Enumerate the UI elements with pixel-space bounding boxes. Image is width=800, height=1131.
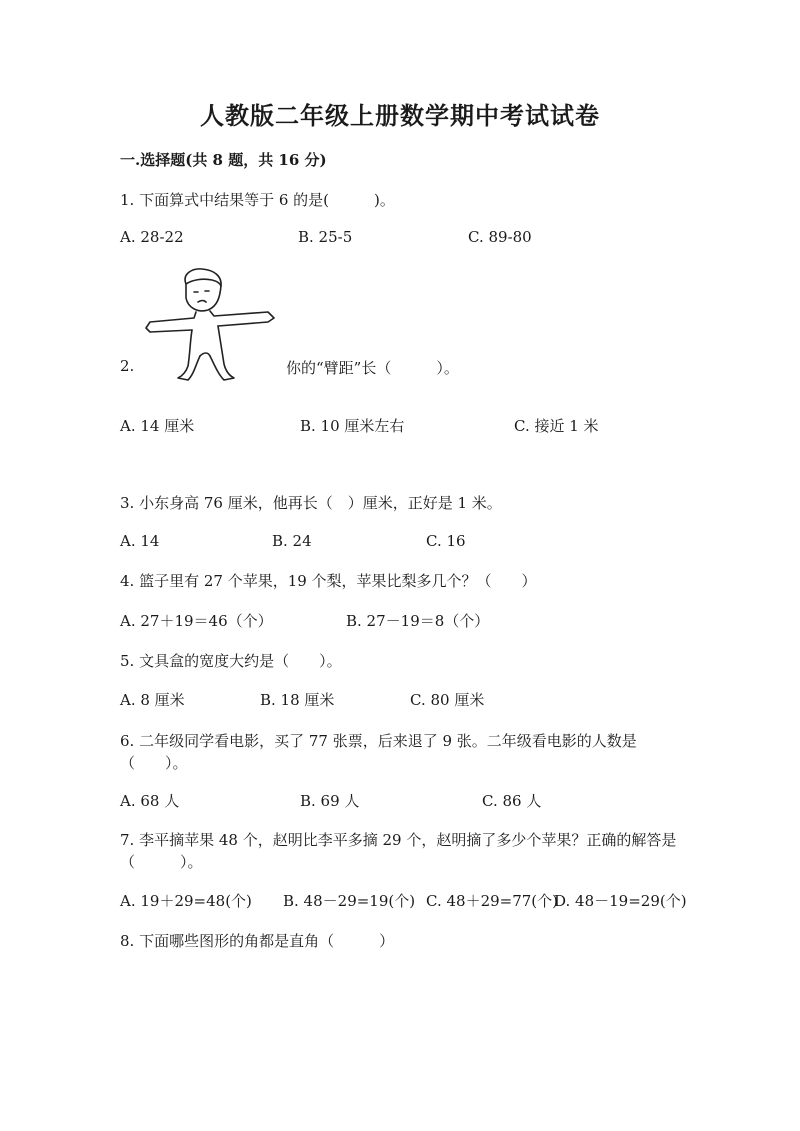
question-5-option-c[interactable]: C. 80 厘米: [410, 691, 485, 709]
question-5-stem: 5. 文具盒的宽度大约是（ ）。: [120, 652, 342, 670]
page-title: 人教版二年级上册数学期中考试试卷: [200, 101, 600, 130]
question-4-option-a[interactable]: A. 27＋19＝46（个）: [120, 612, 273, 630]
question-2-option-a[interactable]: A. 14 厘米: [120, 417, 195, 435]
question-2-option-c[interactable]: C. 接近 1 米: [514, 417, 599, 435]
question-2-number: 2.: [120, 357, 135, 375]
question-1-stem: 1. 下面算式中结果等于 6 的是( )。: [120, 191, 395, 209]
question-3-option-a[interactable]: A. 14: [120, 532, 160, 550]
question-2-option-b[interactable]: B. 10 厘米左右: [300, 417, 405, 435]
question-6-option-b[interactable]: B. 69 人: [300, 792, 360, 810]
question-6-option-a[interactable]: A. 68 人: [120, 792, 180, 810]
question-3-option-b[interactable]: B. 24: [272, 532, 312, 550]
question-1-option-a[interactable]: A. 28-22: [120, 228, 184, 246]
section-heading: 一.选择题(共 8 题，共 16 分): [120, 151, 327, 169]
question-2-stem: 你的“臂距”长（ ）。: [286, 359, 459, 377]
question-3-stem: 3. 小东身高 76 厘米，他再长（ ）厘米，正好是 1 米。: [120, 494, 502, 512]
question-7-option-c[interactable]: C. 48＋29=77(个): [426, 892, 559, 910]
stick-figure-arms-out-icon: [142, 266, 282, 386]
question-5-option-b[interactable]: B. 18 厘米: [260, 691, 335, 709]
question-1-option-b[interactable]: B. 25-5: [298, 228, 353, 246]
question-4-option-b[interactable]: B. 27－19＝8（个）: [346, 612, 490, 630]
question-5-option-a[interactable]: A. 8 厘米: [120, 691, 185, 709]
question-4-stem: 4. 篮子里有 27 个苹果，19 个梨，苹果比梨多几个？（ ）: [120, 572, 537, 590]
question-7-stem: 7. 李平摘苹果 48 个，赵明比李平多摘 29 个，赵明摘了多少个苹果？正确的解答是 （ ）。: [120, 831, 677, 871]
question-6-option-c[interactable]: C. 86 人: [482, 792, 542, 810]
question-3-option-c[interactable]: C. 16: [426, 532, 466, 550]
question-7-option-a[interactable]: A. 19＋29=48(个): [120, 892, 252, 910]
question-1-option-c[interactable]: C. 89-80: [468, 228, 532, 246]
question-6-stem: 6. 二年级同学看电影，买了 77 张票，后来退了 9 张。二年级看电影的人数是（ ）。: [120, 732, 637, 772]
question-7-option-b[interactable]: B. 48－29=19(个): [283, 892, 416, 910]
question-8-stem: 8. 下面哪些图形的角都是直角（ ）: [120, 932, 395, 950]
question-7-option-d[interactable]: D. 48－19=29(个): [554, 892, 687, 910]
